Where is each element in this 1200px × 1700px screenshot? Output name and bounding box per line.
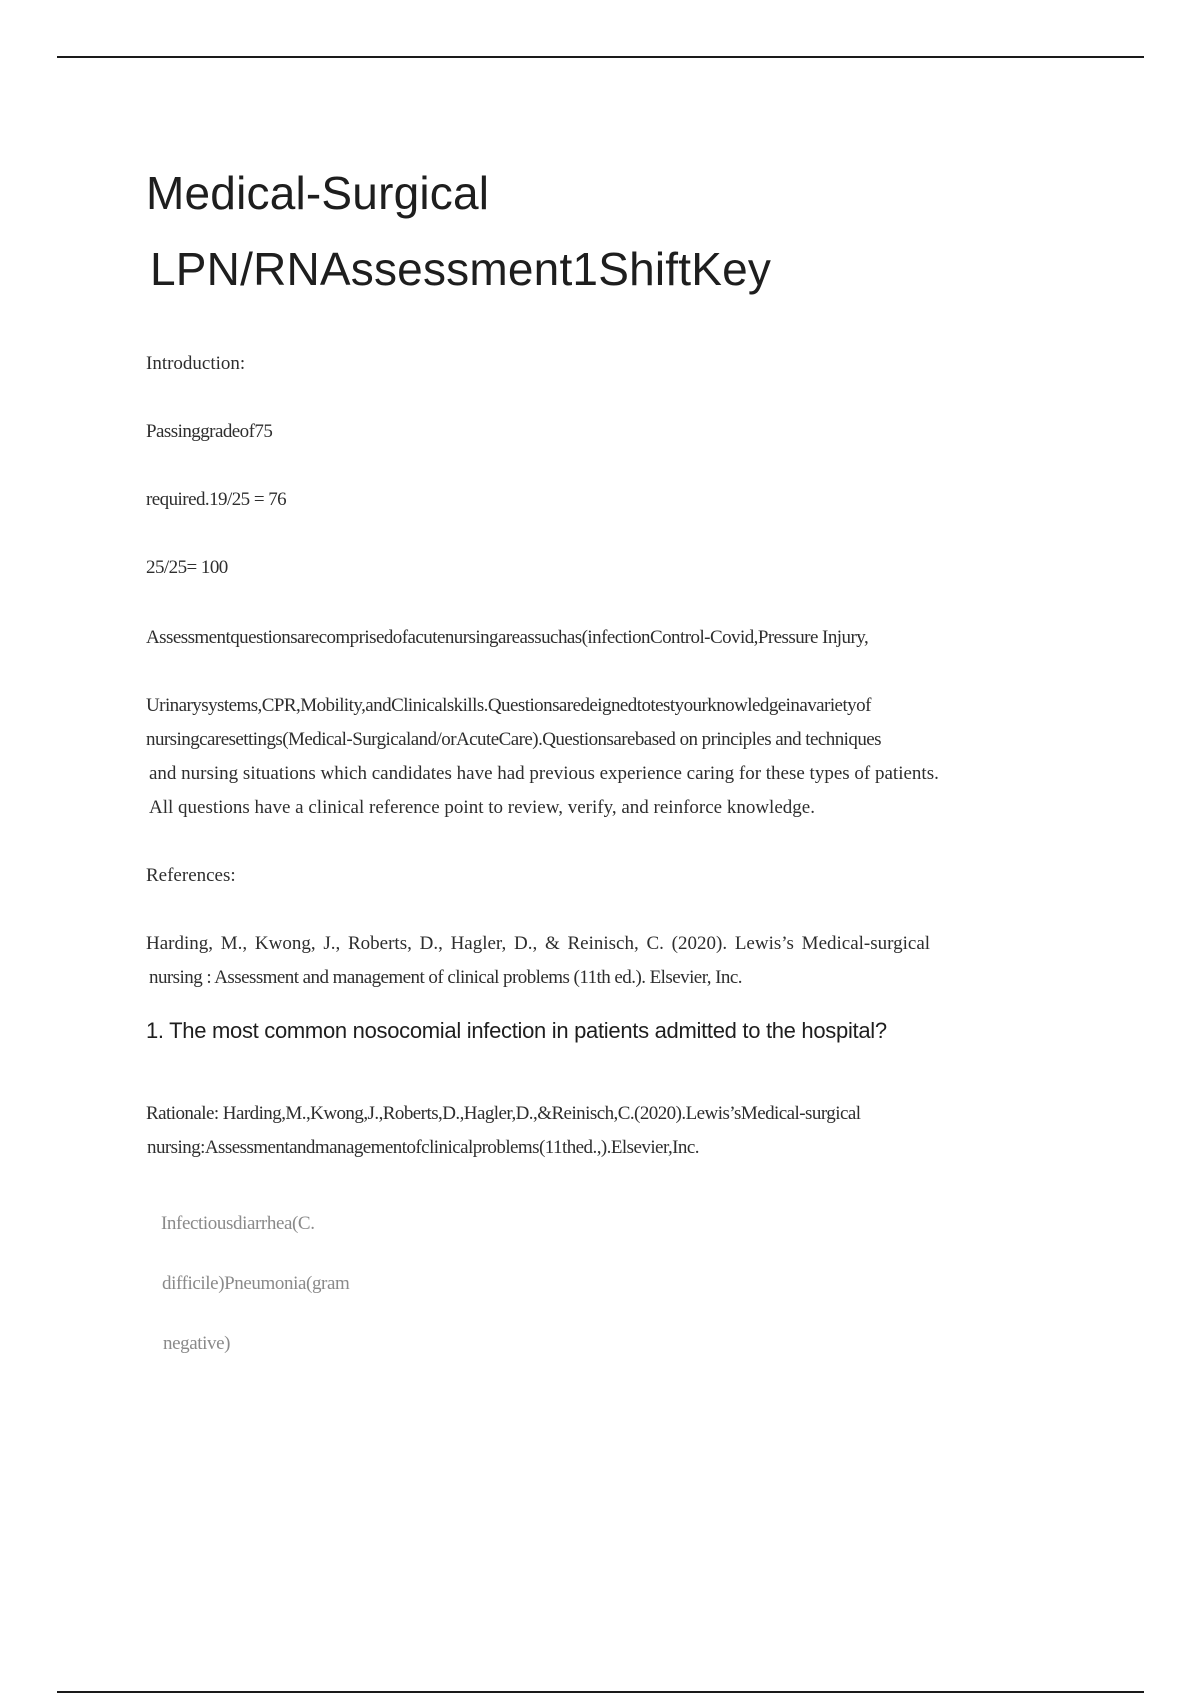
rationale-line-1: Rationale: Harding,M.,Kwong,J.,Roberts,D.,Hagler,D.,&Reinisch,C.(2020).Lewis’sMedical-surgical	[146, 1103, 861, 1124]
references-heading: References:	[146, 865, 236, 886]
title-line-2: LPN/RNAssessment1ShiftKey	[150, 243, 772, 295]
assessment-areas-line: Assessmentquestionsarecomprisedofacutenursingareassuchas(infectionControl-Covid,Pressure Injury,	[146, 627, 869, 648]
passing-grade-line-1: Passinggradeof75	[146, 421, 273, 442]
intro-paragraph-line-4: All questions have a clinical reference point to review, verify, and reinforce knowledge.	[149, 797, 815, 818]
passing-grade-line-2: required.19/25 = 76	[146, 489, 287, 510]
question-1: 1. The most common nosocomial infection in patients admitted to the hospital?	[146, 1018, 887, 1043]
reference-line-1: Harding, M., Kwong, J., Roberts, D., Hagler, D., & Reinisch, C. (2020). Lewis’s Medical-surgical	[146, 933, 931, 954]
intro-paragraph-line-3: and nursing situations which candidates have had previous experience caring for these types of patients.	[149, 763, 939, 784]
intro-paragraph-line-1: Urinarysystems,CPR,Mobility,andClinicalskills.Questionsaredeignedtotestyourknowledgeinavarietyof	[146, 695, 871, 716]
perfect-score: 25/25= 100	[146, 557, 228, 578]
answer-line-3: negative)	[163, 1333, 231, 1354]
intro-paragraph-line-2: nursingcaresettings(Medical-Surgicaland/orAcuteCare).Questionsarebased on principles and techniques	[146, 729, 882, 750]
bottom-rule	[57, 1691, 1144, 1693]
top-rule	[57, 56, 1144, 58]
answer-line-1: Infectiousdiarrhea(C.	[161, 1213, 315, 1234]
reference-line-2: nursing : Assessment and management of clinical problems (11th ed.). Elsevier, Inc.	[149, 967, 742, 988]
rationale-line-2: nursing:Assessmentandmanagementofclinicalproblems(11thed.,).Elsevier,Inc.	[147, 1137, 699, 1158]
intro-heading: Introduction:	[146, 353, 246, 374]
title-line-1: Medical-Surgical	[146, 167, 490, 219]
answer-line-2: difficile)Pneumonia(gram	[162, 1273, 350, 1294]
